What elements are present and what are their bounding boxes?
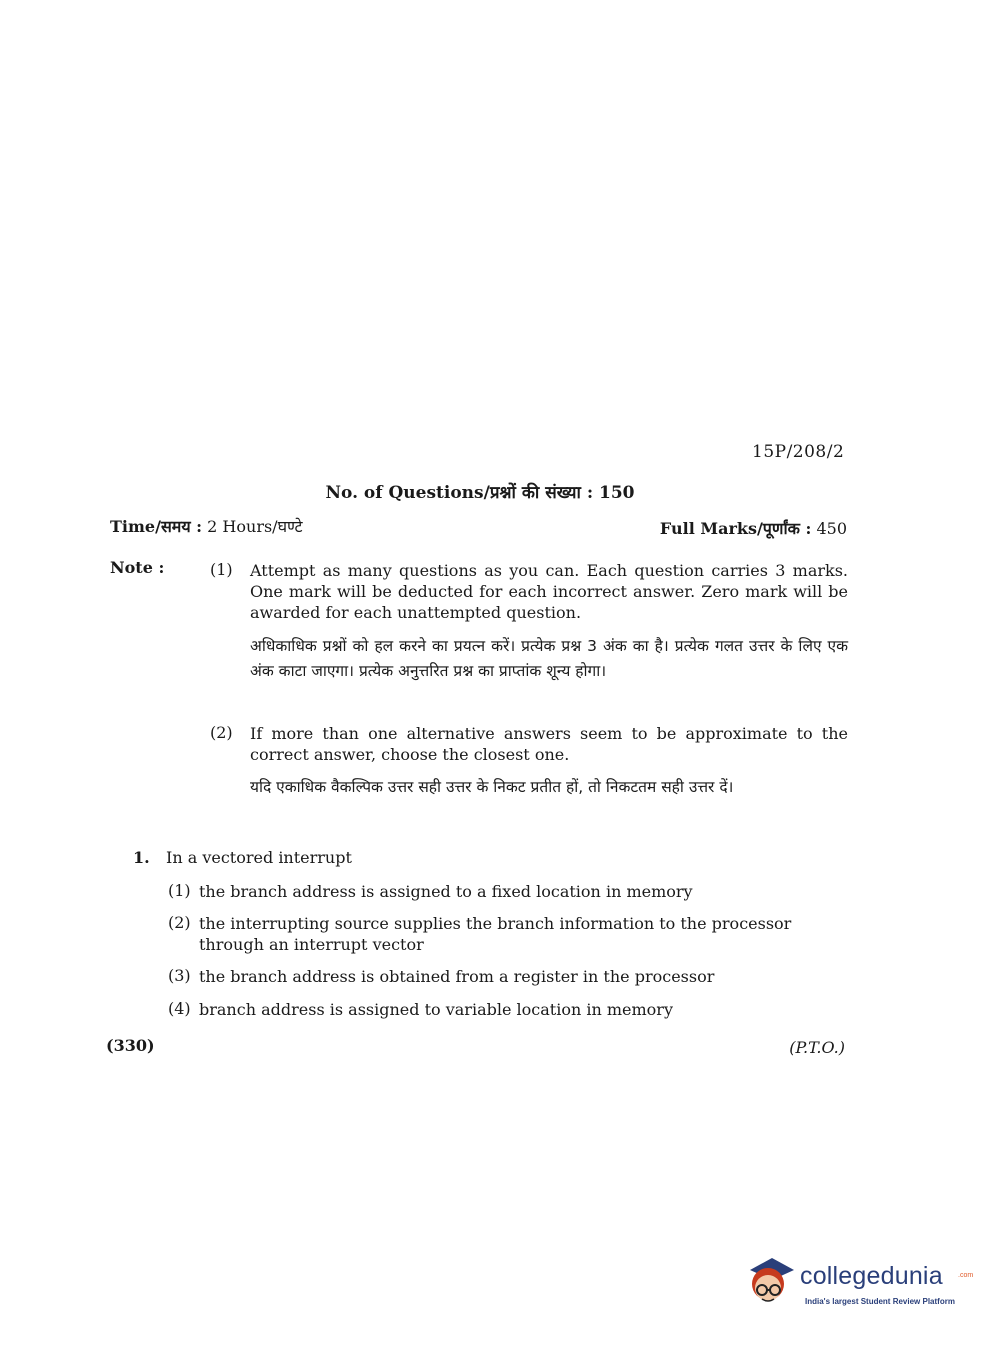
- note-hindi: यदि एकाधिक वैकल्पिक उत्तर सही उत्तर के निकट प्रतीत हों, तो निकटतम सही उत्तर दें।: [250, 778, 734, 796]
- option-text: branch address is assigned to variable location in memory: [199, 1000, 673, 1019]
- time-value: 2 Hours/घण्टे: [202, 517, 303, 536]
- note-number: (1): [210, 560, 233, 579]
- logo-name: collegedunia: [800, 1262, 943, 1290]
- option-text: the branch address is obtained from a register in the processor: [199, 967, 715, 986]
- mascot-icon: [742, 1248, 802, 1318]
- page-code: (330): [106, 1036, 155, 1055]
- question-text: In a vectored interrupt: [166, 848, 352, 867]
- marks-label: Full Marks/पूर्णांक :: [659, 519, 812, 538]
- marks-info: [660, 517, 847, 539]
- note-english: If more than one alternative answers seem to be approximate to the correct answer, choose the closest one.: [250, 724, 848, 764]
- note-english: Attempt as many questions as you can. Each question carries 3 marks. One mark will be deducted for each incorrect answer. Zero mark will be awarded for each unattempted question.: [250, 561, 848, 622]
- time-info: [110, 515, 303, 537]
- note-hindi: अधिकाधिक प्रश्नों को हल करने का प्रयत्न करें। प्रत्येक प्रश्न 3 अंक का है। प्रत्येक गलत उत्तर के लिए एक अंक काटा जाएगा। प्रत्येक अनुत्तरित प्रश्न का प्राप्तांक शून्य होगा।: [250, 637, 848, 680]
- time-label: Time/समय :: [110, 517, 203, 536]
- note-number: (2): [210, 723, 233, 742]
- logo-tagline: India's largest Student Review Platform: [805, 1297, 955, 1306]
- option-number: (4): [168, 999, 191, 1018]
- question-number: 1.: [133, 848, 150, 867]
- questions-count: No. of Questions/प्रश्नों की संख्या : 150: [325, 483, 635, 503]
- paper-code: 15P/208/2: [752, 442, 845, 462]
- option-text: the branch address is assigned to a fixed location in memory: [199, 882, 693, 901]
- option-text: the interrupting source supplies the branch information to the processor through an interrupt vector: [199, 914, 792, 954]
- option-number: (1): [168, 881, 191, 900]
- pto-label: (P.T.O.): [789, 1038, 845, 1057]
- option-number: (3): [168, 966, 191, 985]
- marks-value: 450: [811, 519, 847, 538]
- note-label: Note :: [110, 558, 165, 577]
- logo-suffix: .com: [958, 1272, 974, 1279]
- option-number: (2): [168, 913, 191, 932]
